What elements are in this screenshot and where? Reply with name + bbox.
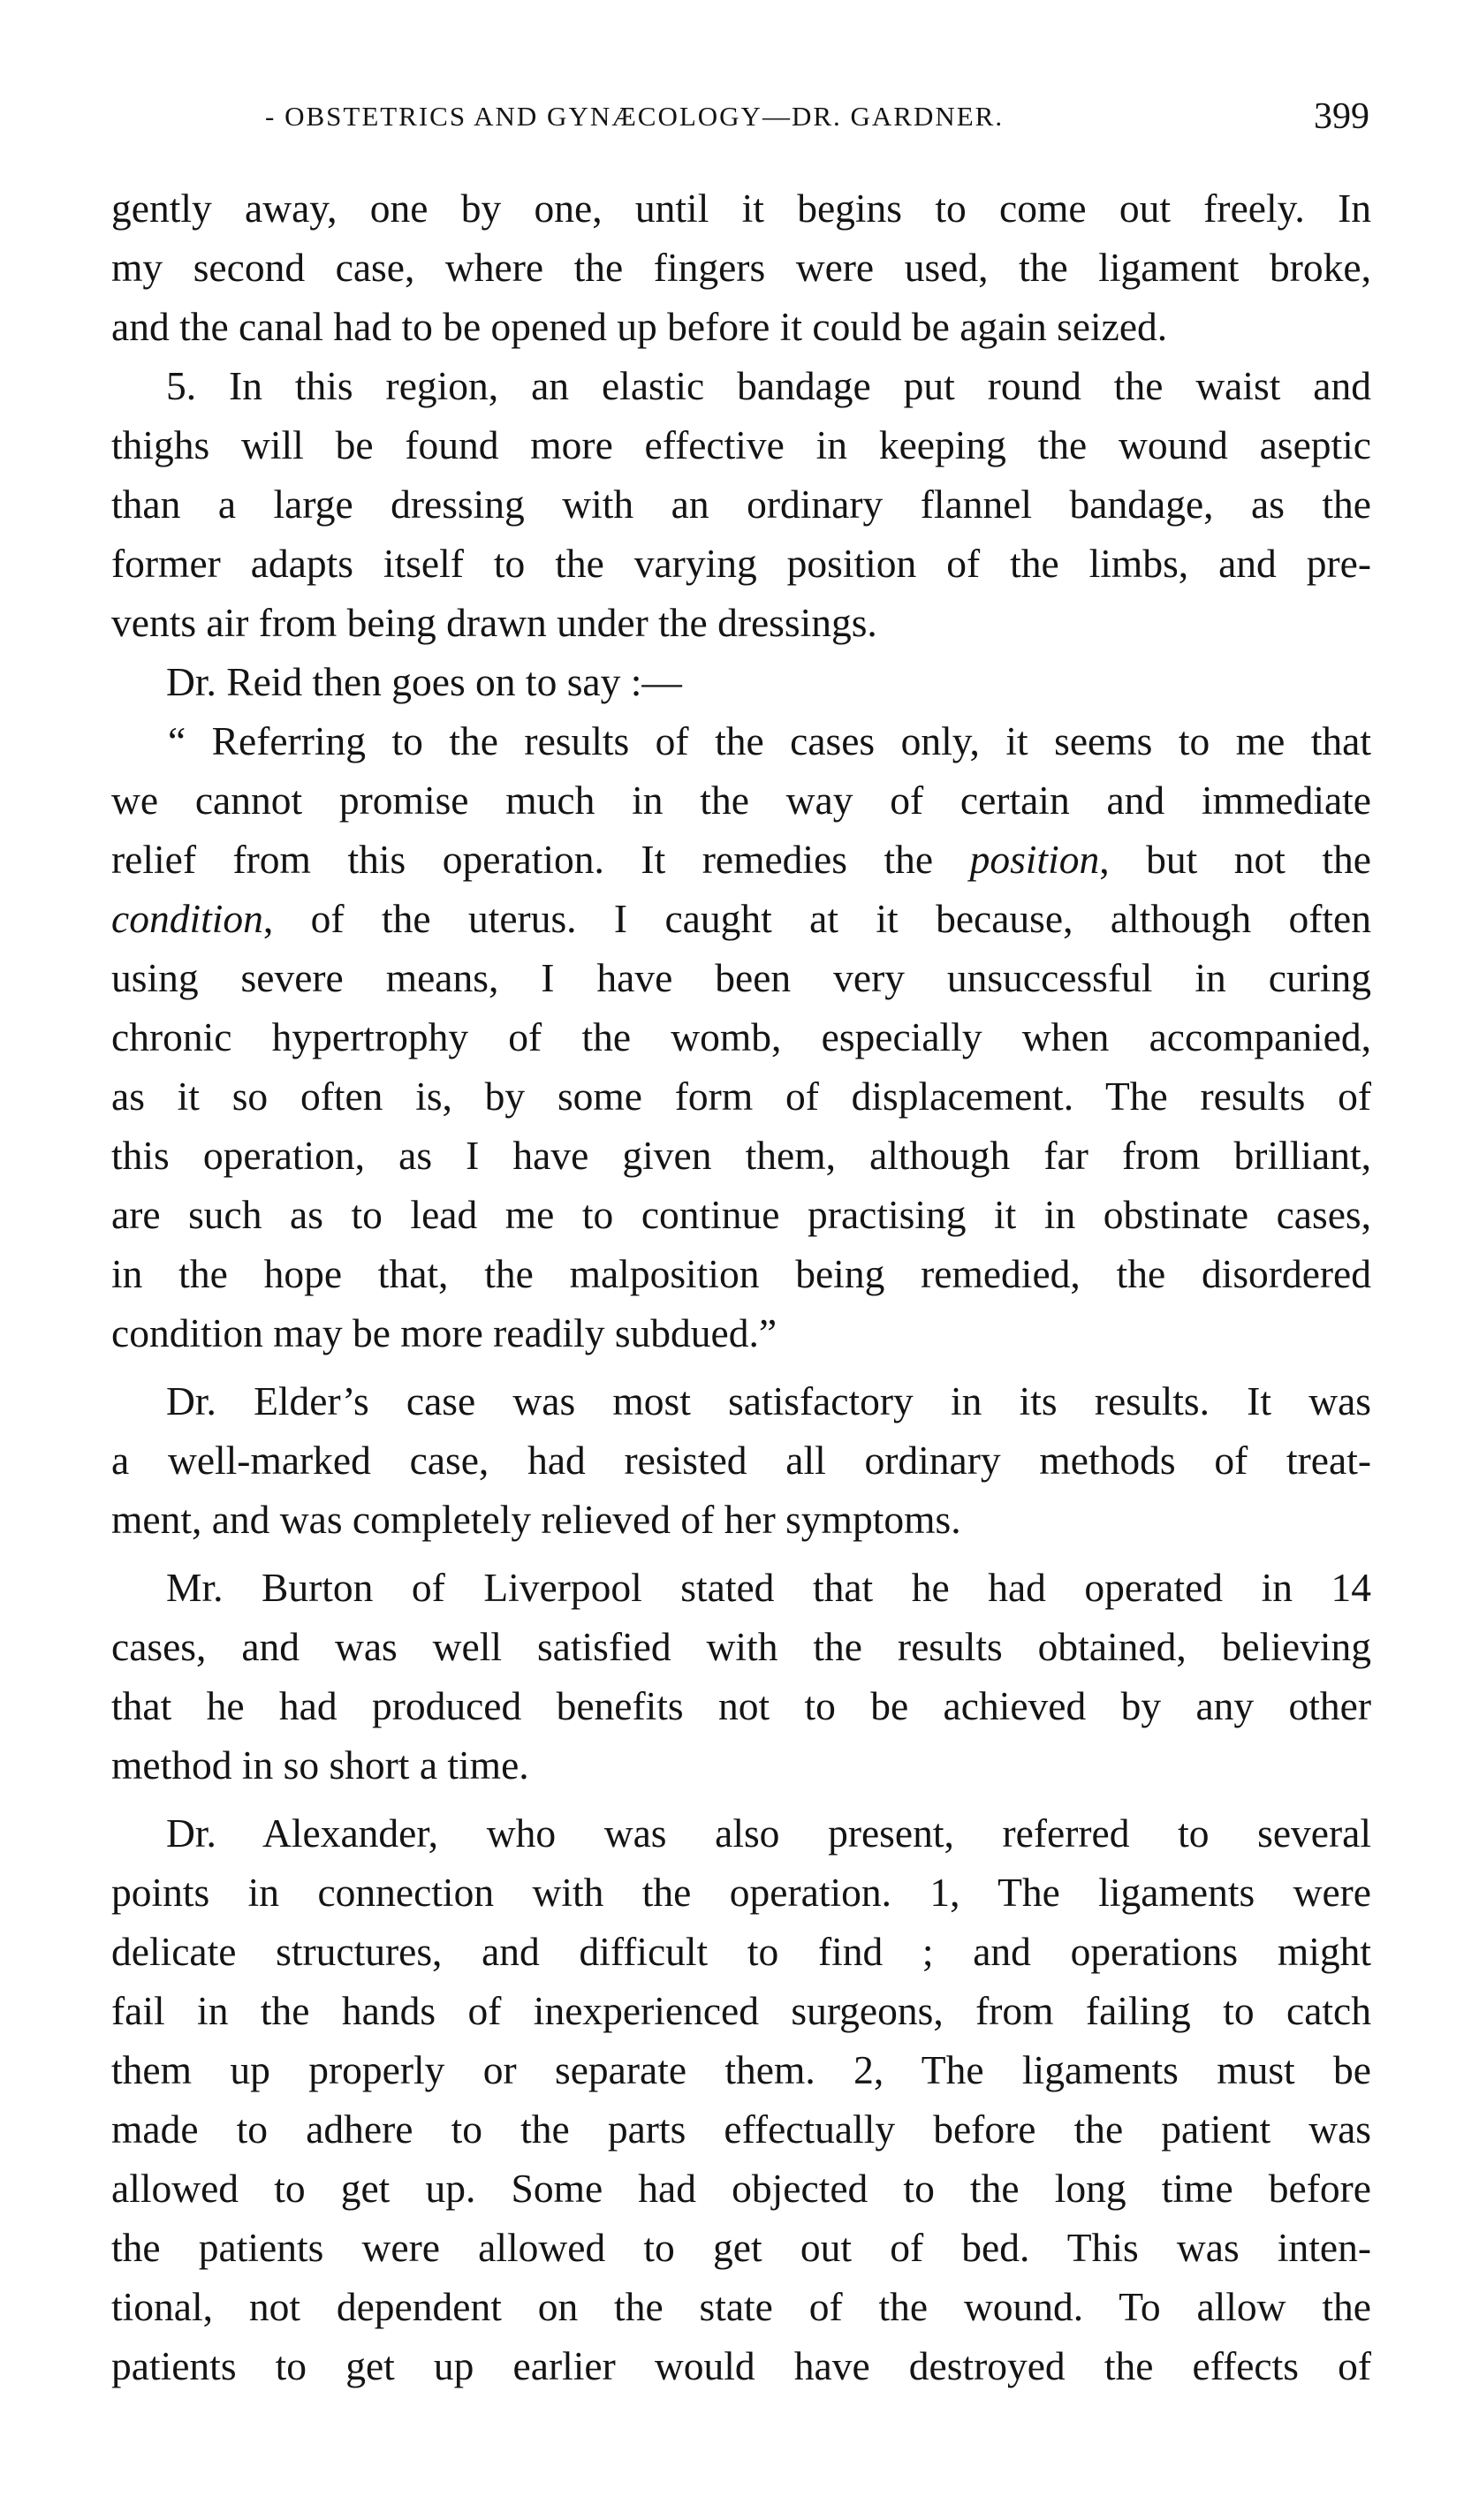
- text-line: that he had produced benefits not to be achieved by any other: [111, 1683, 1371, 1728]
- page-header: [265, 95, 1369, 148]
- text-line: delicate structures, and difficult to find ; and operations might: [111, 1929, 1371, 1974]
- text-line: ment, and was completely relieved of her symptoms.: [111, 1497, 961, 1542]
- text-line: tional, not dependent on the state of the wound. To allow the: [111, 2284, 1371, 2329]
- text-line: allowed to get up. Some had objected to the long time before: [111, 2166, 1371, 2211]
- text-line: using severe means, I have been very unsuccessful in curing: [111, 955, 1371, 1000]
- running-head: - OBSTETRICS AND GYNÆCOLOGY—DR. GARDNER.: [265, 101, 1005, 132]
- text-line: Dr. Alexander, who was also present, referred to several: [166, 1810, 1371, 1856]
- text-line: former adapts itself to the varying position of the limbs, and pre-: [111, 541, 1371, 586]
- text-line: than a large dressing with an ordinary flannel bandage, as the: [111, 482, 1371, 527]
- text-line: Mr. Burton of Liverpool stated that he had operated in 14: [166, 1565, 1371, 1610]
- text-line: 5. In this region, an elastic bandage put round the waist and: [166, 363, 1371, 408]
- text-line: this operation, as I have given them, although far from brilliant,: [111, 1133, 1371, 1178]
- text-line: a well-marked case, had resisted all ordinary methods of treat-: [111, 1438, 1371, 1483]
- text-line: [111, 889, 1371, 948]
- text-span: , of the uterus. I caught at it because, although often: [262, 896, 1371, 941]
- text-line: cases, and was well satisfied with the results obtained, believing: [111, 1624, 1371, 1669]
- text-line: my second case, where the fingers were used, the ligament broke,: [111, 245, 1371, 290]
- text-line: the patients were allowed to get out of bed. This was inten-: [111, 2225, 1371, 2270]
- text-line: in the hope that, the malposition being remedied, the disordered: [111, 1251, 1371, 1296]
- text-line: Dr. Reid then goes on to say :—: [166, 659, 682, 704]
- text-line: we cannot promise much in the way of certain and immediate: [111, 778, 1371, 823]
- text-line: condition may be more readily subdued.”: [111, 1310, 777, 1355]
- text-line: are such as to lead me to continue practising it in obstinate cases,: [111, 1192, 1371, 1237]
- body-text: [111, 178, 1371, 2395]
- text-line: method in so short a time.: [111, 1742, 529, 1788]
- page-number: 399: [1314, 96, 1369, 137]
- text-span: , but not the: [1099, 837, 1371, 882]
- text-line: gently away, one by one, until it begins to come out freely. In: [111, 186, 1371, 231]
- text-line: them up properly or separate them. 2, The ligaments must be: [111, 2047, 1371, 2092]
- italic-word-condition: condition: [111, 896, 263, 941]
- text-line: “ Referring to the results of the cases only, it seems to me that: [168, 718, 1371, 763]
- text-line: as it so often is, by some form of displacement. The results of: [111, 1074, 1371, 1119]
- text-line: vents air from being drawn under the dressings.: [111, 600, 877, 645]
- text-line: made to adhere to the parts effectually before the patient was: [111, 2106, 1371, 2152]
- text-line: patients to get up earlier would have destroyed the effects of: [111, 2343, 1371, 2388]
- italic-word-position: position: [969, 837, 1100, 882]
- text-line: points in connection with the operation. 1, The ligaments were: [111, 1870, 1371, 1915]
- text-line: fail in the hands of inexperienced surgeons, from failing to catch: [111, 1988, 1371, 2033]
- text-line: [111, 830, 1371, 889]
- text-span: relief from this operation. It remedies the: [111, 837, 934, 882]
- text-line: thighs will be found more effective in keeping the wound aseptic: [111, 422, 1371, 467]
- text-line: Dr. Elder’s case was most satisfactory in its results. It was: [166, 1378, 1371, 1423]
- text-line: and the canal had to be opened up before it could be again seized.: [111, 304, 1168, 349]
- text-line: chronic hypertrophy of the womb, especially when accompanied,: [111, 1014, 1371, 1059]
